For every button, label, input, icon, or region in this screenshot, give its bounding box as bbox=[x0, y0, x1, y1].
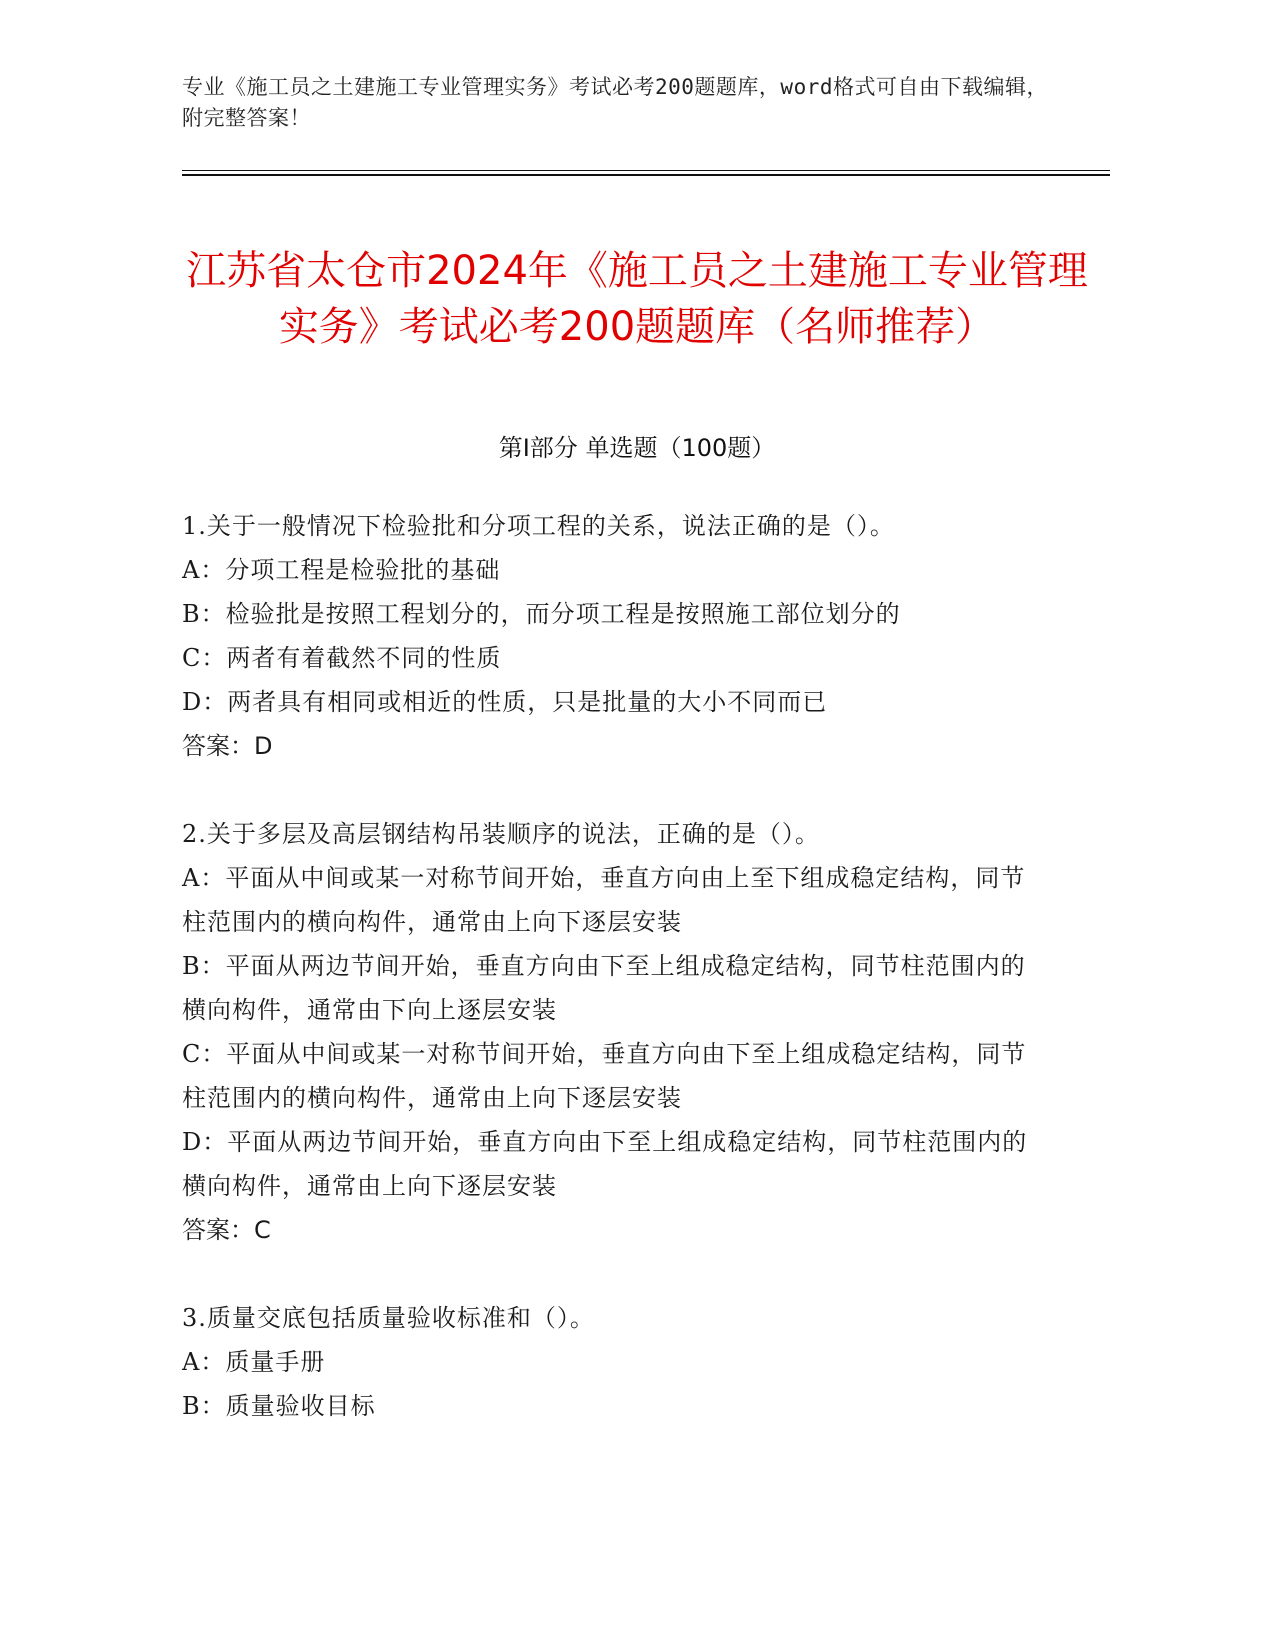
option-d: D：平面从两边节间开始，垂直方向由下至上组成稳定结构，同节柱范围内的横向构件，通常由上向下逐层安装 bbox=[182, 1128, 1028, 1200]
option-b: B：质量验收目标 bbox=[182, 1392, 376, 1420]
question-list bbox=[182, 504, 1042, 1472]
option-a: A：质量手册 bbox=[182, 1348, 326, 1376]
header-divider-thick bbox=[182, 174, 1110, 176]
intro-text: 专业《施工员之土建施工专业管理实务》考试必考200题题库，word格式可自由下载编辑，附完整答案！ bbox=[182, 75, 1048, 130]
option-c: C：平面从中间或某一对称节间开始，垂直方向由下至上组成稳定结构，同节柱范围内的横向构件，通常由上向下逐层安装 bbox=[182, 1040, 1027, 1112]
question-stem: 2.关于多层及高层钢结构吊装顺序的说法，正确的是（）。 bbox=[182, 820, 820, 848]
answer: 答案：C bbox=[182, 1216, 271, 1244]
option-b: B：检验批是按照工程划分的，而分项工程是按照施工部位划分的 bbox=[182, 600, 901, 628]
question-stem: 1.关于一般情况下检验批和分项工程的关系，说法正确的是（）。 bbox=[182, 512, 895, 540]
question-2 bbox=[182, 812, 1042, 1252]
answer: 答案：D bbox=[182, 732, 273, 760]
option-a: A：平面从中间或某一对称节间开始，垂直方向由上至下组成稳定结构，同节柱范围内的横向构件，通常由上向下逐层安装 bbox=[182, 864, 1026, 936]
document-title: 江苏省太仓市2024年《施工员之土建施工专业管理实务》考试必考200题题库（名师推荐） bbox=[186, 247, 1088, 350]
option-b: B：平面从两边节间开始，垂直方向由下至上组成稳定结构，同节柱范围内的横向构件，通常由下向上逐层安装 bbox=[182, 952, 1026, 1024]
option-a: A：分项工程是检验批的基础 bbox=[182, 556, 501, 584]
question-stem: 3.质量交底包括质量验收标准和（）。 bbox=[182, 1304, 595, 1332]
option-d: D：两者具有相同或相近的性质，只是批量的大小不同而已 bbox=[182, 688, 828, 716]
question-1 bbox=[182, 504, 1042, 768]
question-3 bbox=[182, 1296, 1042, 1428]
option-c: C：两者有着截然不同的性质 bbox=[182, 644, 502, 672]
header-divider-thin bbox=[182, 170, 1110, 171]
section-title: 第I部分 单选题（100题） bbox=[498, 434, 776, 462]
